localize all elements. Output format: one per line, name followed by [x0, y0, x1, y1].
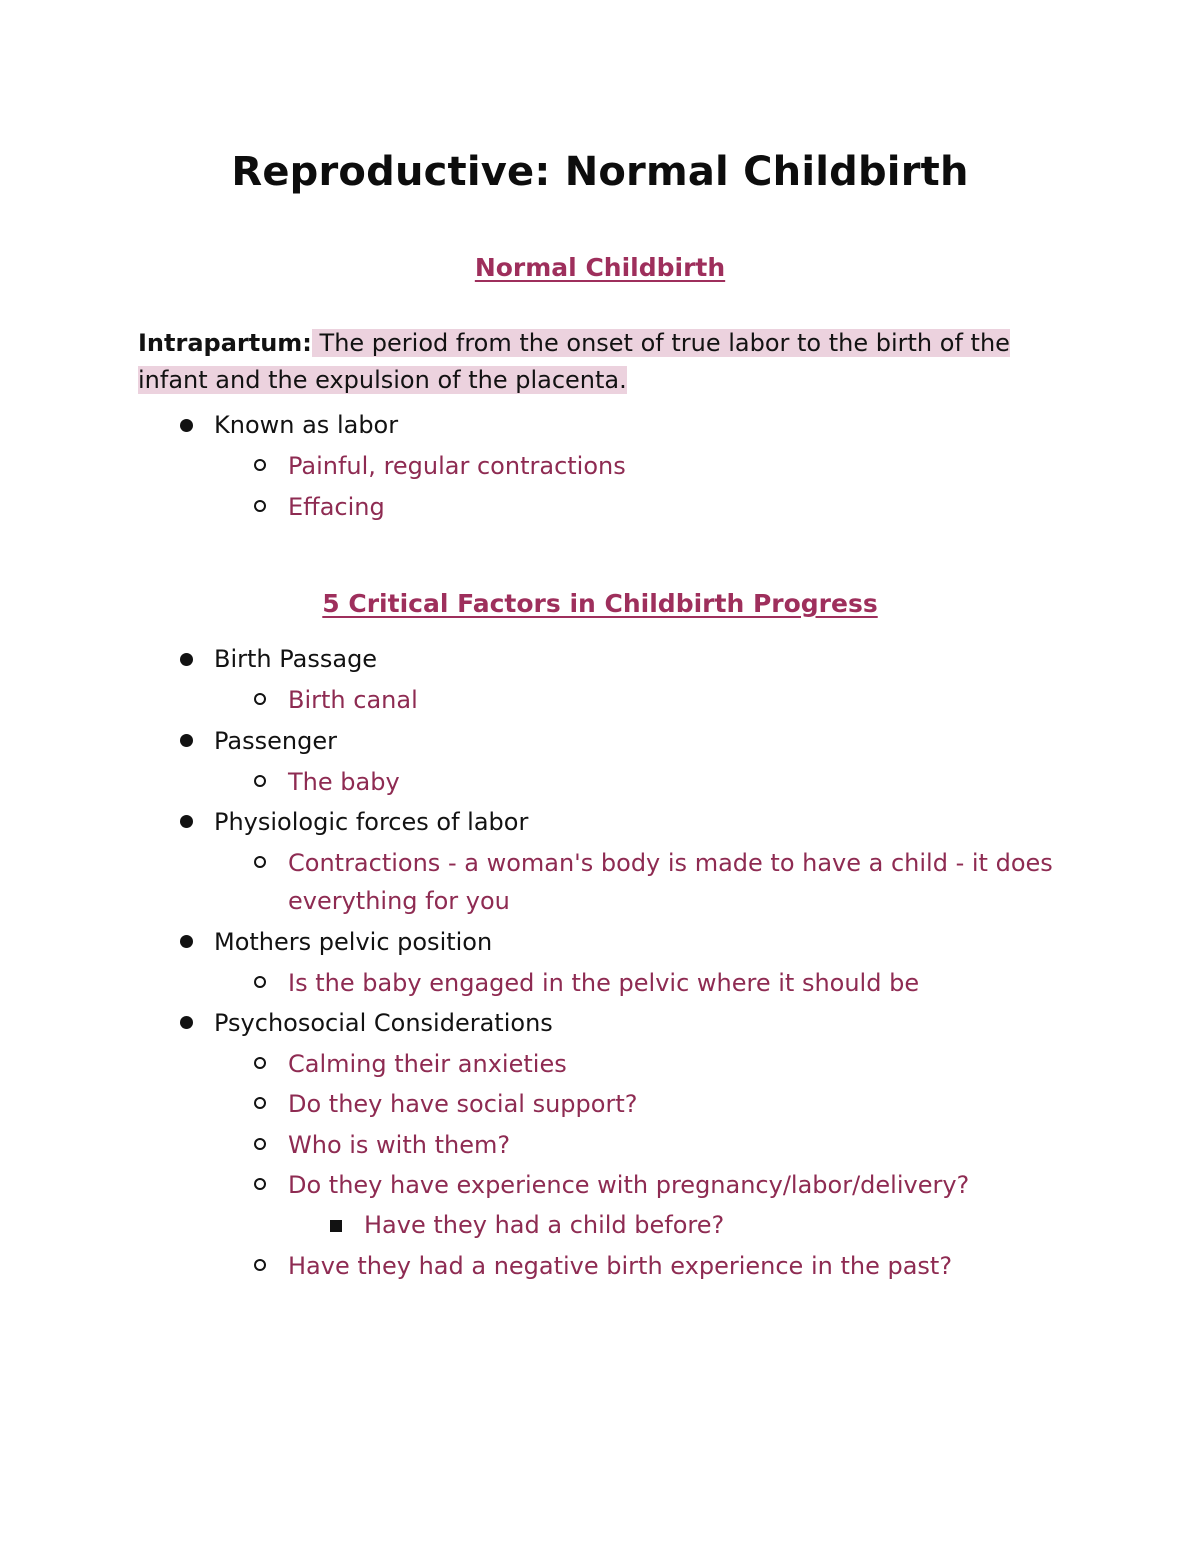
sublist: [214, 447, 1062, 526]
sublist: [214, 1045, 1062, 1285]
list-item: [252, 964, 1062, 1002]
section-heading-critical-factors-text: 5 Critical Factors in Childbirth Progress: [322, 588, 878, 618]
list-item-label: Mothers pelvic position: [214, 927, 493, 956]
list-item: [252, 763, 1062, 801]
list-item-label: Physiologic forces of labor: [214, 808, 529, 836]
list-item-label: Do they have experience with pregnancy/labor/delivery?: [288, 1170, 970, 1199]
list-item-label: Have they had a negative birth experience in the past?: [288, 1251, 953, 1280]
list-item: [178, 406, 1062, 526]
list-item: [252, 447, 1062, 485]
list-item: [252, 1045, 1062, 1083]
list-item-label: Who is with them?: [288, 1130, 511, 1159]
list-item-label: Passenger: [214, 726, 337, 755]
hollow-circle-bullet-icon: [254, 976, 266, 988]
hollow-circle-bullet-icon: [254, 693, 266, 705]
filled-circle-bullet-icon: [180, 419, 193, 432]
list-normal-childbirth: [138, 406, 1062, 526]
intrapartum-definition-text: The period from the onset of true labor to the birth of the infant and the expulsion of the placenta.: [138, 328, 1010, 395]
sublist: [214, 681, 1062, 719]
hollow-circle-bullet-icon: [254, 1259, 266, 1271]
hollow-circle-bullet-icon: [254, 775, 266, 787]
list-item-label: Birth Passage: [214, 645, 378, 674]
hollow-circle-bullet-icon: [254, 500, 266, 512]
page-title: Reproductive: Normal Childbirth: [231, 149, 969, 195]
list-item: [252, 488, 1062, 526]
spacer: [138, 620, 1062, 634]
list-item-label: Contractions - a woman's body is made to have a child - it does everything for you: [288, 848, 1053, 916]
list-item-label: Have they had a child before?: [364, 1211, 725, 1240]
list-item: [178, 1004, 1062, 1285]
list-item-label: Birth canal: [288, 686, 418, 715]
list-item: [178, 923, 1062, 1002]
filled-circle-bullet-icon: [180, 1016, 193, 1029]
filled-circle-bullet-icon: [180, 815, 193, 828]
list-item-label: Do they have social support?: [288, 1090, 638, 1119]
filled-square-bullet-icon: [330, 1220, 342, 1232]
list-item: [252, 1085, 1062, 1123]
list-item: [252, 1247, 1062, 1285]
hollow-circle-bullet-icon: [254, 459, 266, 471]
list-item-label: Painful, regular contractions: [288, 452, 626, 481]
hollow-circle-bullet-icon: [254, 1138, 266, 1150]
hollow-circle-bullet-icon: [254, 856, 266, 868]
section-heading-normal-childbirth-text: Normal Childbirth: [474, 253, 726, 282]
section-heading-normal-childbirth: [138, 252, 1062, 285]
list-item-label: Effacing: [288, 492, 385, 521]
list-item: [328, 1206, 1062, 1244]
hollow-circle-bullet-icon: [254, 1057, 266, 1069]
filled-circle-bullet-icon: [180, 935, 193, 948]
section-heading-critical-factors: [138, 588, 1062, 621]
intrapartum-definition: [138, 325, 1062, 401]
list-item: [252, 681, 1062, 719]
filled-circle-bullet-icon: [180, 653, 193, 666]
list-item: [252, 1126, 1062, 1164]
list-item-label: Known as labor: [214, 411, 399, 440]
hollow-circle-bullet-icon: [254, 1097, 266, 1109]
list-item: [178, 640, 1062, 719]
intrapartum-term: Intrapartum:: [138, 328, 312, 357]
sublist: [214, 964, 1062, 1002]
list-critical-factors: [138, 640, 1062, 1285]
sublist: [214, 763, 1062, 801]
list-item-label: The baby: [288, 767, 400, 796]
list-item: [252, 1166, 1062, 1245]
list-item: [252, 844, 1062, 921]
hollow-circle-bullet-icon: [254, 1178, 266, 1190]
list-item-label: Is the baby engaged in the pelvic where it should be: [288, 968, 920, 997]
list-item: [178, 722, 1062, 801]
sublist: [214, 844, 1062, 921]
list-item-label: Psychosocial Considerations: [214, 1008, 553, 1037]
sublist: [288, 1206, 1062, 1244]
list-item-label: Calming their anxieties: [288, 1049, 567, 1078]
filled-circle-bullet-icon: [180, 734, 193, 747]
list-item: [178, 803, 1062, 921]
